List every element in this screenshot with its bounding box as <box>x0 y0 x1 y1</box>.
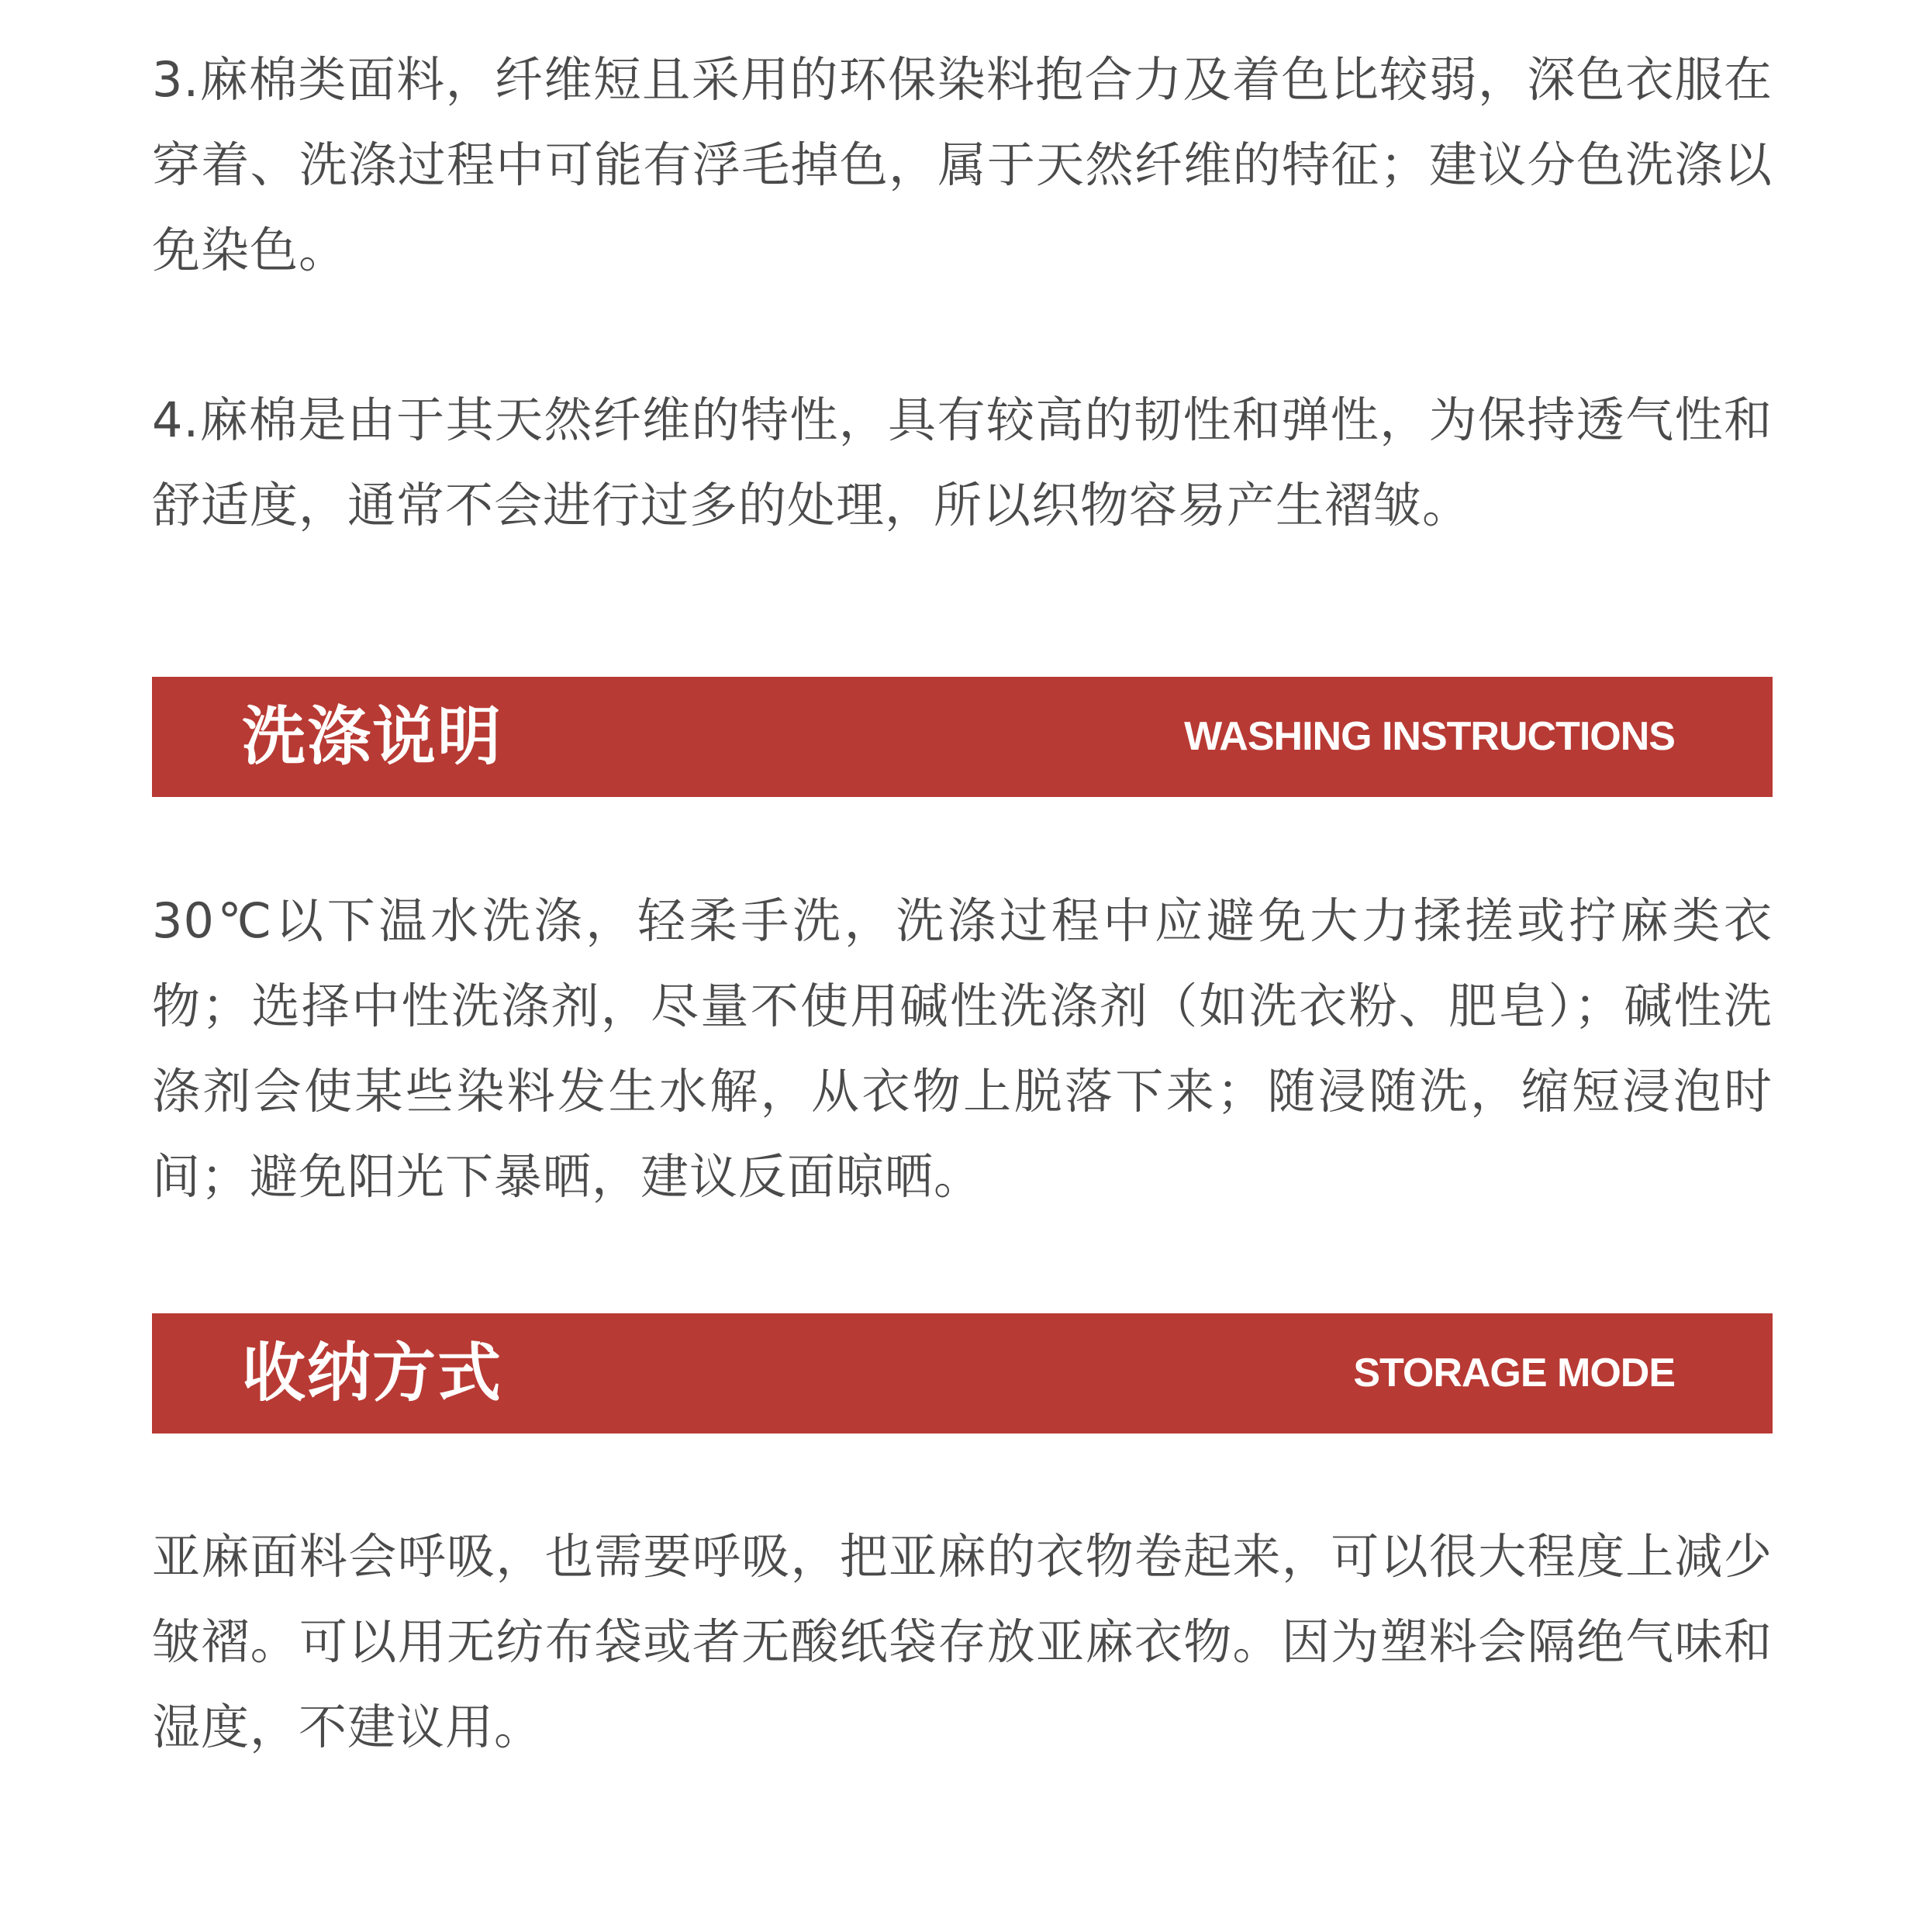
washing-title-zh: 洗涤说明 <box>242 700 503 774</box>
storage-mode-text: 亚麻面料会呼吸，也需要呼吸，把亚麻的衣物卷起来，可以很大程度上减少皱褶。可以用无纺布袋或者无酸纸袋存放亚麻衣物。因为塑料会隔绝气味和湿度，不建议用。 <box>152 1528 1773 1755</box>
washing-instructions-banner <box>152 677 1773 797</box>
care-note-3: 3.麻棉类面料，纤维短且采用的环保染料抱合力及着色比较弱，深色衣服在穿着、洗涤过程中可能有浮毛掉色，属于天然纤维的特征；建议分色洗涤以免染色。 <box>152 51 1773 278</box>
washing-instructions-text: 30℃以下温水洗涤，轻柔手洗，洗涤过程中应避免大力揉搓或拧麻类衣物；选择中性洗涤剂，尽量不使用碱性洗涤剂（如洗衣粉、肥皂）；碱性洗涤剂会使某些染料发生水解，从衣物上脱落下来；随浸随洗，缩短浸泡时间；避免阳光下暴晒，建议反面晾晒。 <box>152 892 1773 1205</box>
storage-mode-banner <box>152 1313 1773 1433</box>
washing-title-en: WASHING INSTRUCTIONS <box>1184 714 1675 759</box>
storage-title-zh: 收纳方式 <box>242 1337 503 1410</box>
storage-title-en: STORAGE MODE <box>1353 1351 1675 1396</box>
care-note-4: 4.麻棉是由于其天然纤维的特性，具有较高的韧性和弹性，为保持透气性和舒适度，通常不会进行过多的处理，所以织物容易产生褶皱。 <box>152 392 1773 533</box>
